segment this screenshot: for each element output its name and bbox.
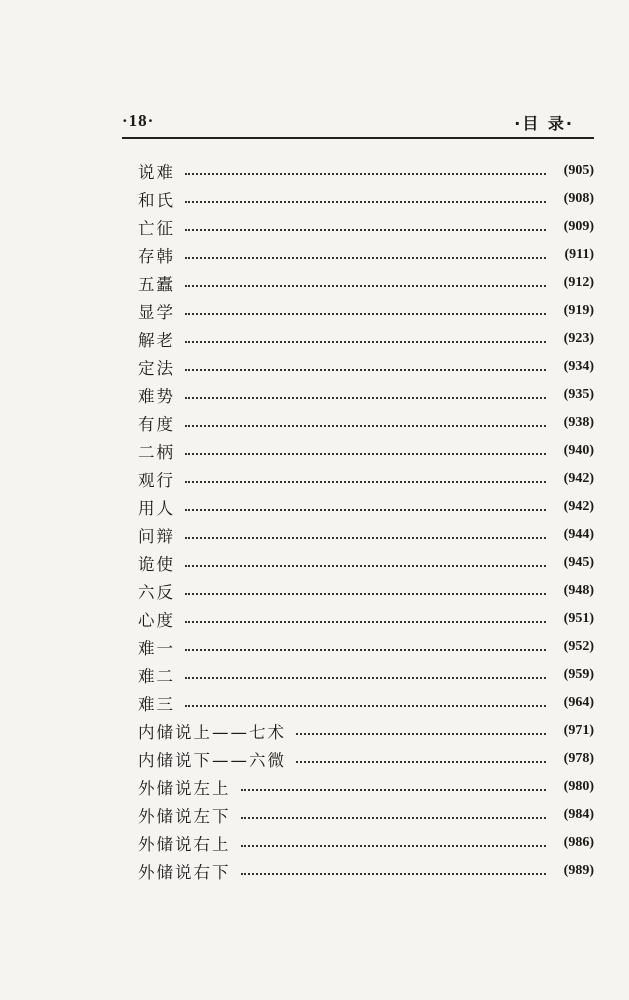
toc-entry-title: 难势	[138, 387, 175, 406]
toc-entry-page: (980)	[563, 779, 594, 794]
toc-dot-leader	[185, 481, 546, 483]
header-rule	[122, 137, 594, 139]
toc-entry	[138, 493, 594, 521]
toc-entry-title: 定法	[138, 359, 175, 378]
toc-dot-leader	[185, 509, 546, 511]
toc-dot-leader	[241, 845, 547, 847]
toc-entry-page: (978)	[563, 751, 594, 766]
toc-entry-title: 难三	[138, 695, 175, 714]
toc-entry	[138, 549, 594, 577]
toc-entry-page: (935)	[563, 387, 594, 402]
toc-entry-page: (989)	[563, 863, 594, 878]
toc-entry	[138, 857, 594, 885]
toc-entry-title: 六反	[138, 583, 175, 602]
toc-dot-leader	[241, 817, 547, 819]
toc-entry	[138, 409, 594, 437]
toc-entry	[138, 801, 594, 829]
toc-entry-title: 用人	[138, 499, 175, 518]
table-of-contents	[138, 157, 594, 885]
toc-entry-page: (944)	[563, 527, 594, 542]
toc-entry-page: (912)	[563, 275, 594, 290]
toc-entry-page: (938)	[563, 415, 594, 430]
toc-dot-leader	[185, 285, 546, 287]
toc-dot-leader	[185, 677, 546, 679]
toc-dot-leader	[296, 733, 546, 735]
toc-entry-title: 问辩	[138, 527, 175, 546]
toc-dot-leader	[185, 341, 546, 343]
toc-entry-title: 难二	[138, 667, 175, 686]
toc-entry-title: 内储说下——六微	[138, 751, 286, 770]
toc-entry	[138, 577, 594, 605]
section-title: ·目 录·	[514, 114, 574, 133]
toc-dot-leader	[185, 649, 546, 651]
toc-entry-title: 观行	[138, 471, 175, 490]
toc-entry-title: 亡征	[138, 219, 175, 238]
toc-dot-leader	[241, 789, 547, 791]
toc-entry	[138, 437, 594, 465]
toc-entry-title: 外储说右上	[138, 835, 231, 854]
toc-entry-page: (986)	[563, 835, 594, 850]
toc-dot-leader	[185, 201, 546, 203]
toc-entry-page: (905)	[563, 163, 594, 178]
toc-entry	[138, 745, 594, 773]
toc-dot-leader	[185, 369, 546, 371]
toc-dot-leader	[185, 565, 546, 567]
toc-entry	[138, 241, 594, 269]
toc-entry-page: (923)	[563, 331, 594, 346]
toc-entry-page: (908)	[563, 191, 594, 206]
toc-entry	[138, 157, 594, 185]
toc-entry-title: 解老	[138, 331, 175, 350]
toc-entry	[138, 297, 594, 325]
toc-dot-leader	[185, 313, 546, 315]
toc-entry-page: (951)	[563, 611, 594, 626]
toc-entry-title: 诡使	[138, 555, 175, 574]
toc-dot-leader	[185, 705, 546, 707]
toc-entry	[138, 465, 594, 493]
toc-entry-page: (964)	[563, 695, 594, 710]
toc-entry-page: (945)	[563, 555, 594, 570]
toc-dot-leader	[185, 229, 546, 231]
toc-entry-title: 说难	[138, 163, 175, 182]
toc-entry-page: (959)	[563, 667, 594, 682]
toc-dot-leader	[185, 453, 546, 455]
toc-entry-title: 有度	[138, 415, 175, 434]
toc-entry-page: (952)	[563, 639, 594, 654]
page-header	[122, 111, 594, 139]
toc-entry-page: (940)	[563, 443, 594, 458]
toc-entry	[138, 773, 594, 801]
toc-dot-leader	[185, 593, 546, 595]
toc-entry	[138, 605, 594, 633]
toc-entry-page: (934)	[563, 359, 594, 374]
toc-entry-title: 内储说上——七术	[138, 723, 286, 742]
toc-entry-title: 难一	[138, 639, 175, 658]
toc-entry-title: 二柄	[138, 443, 175, 462]
toc-entry-page: (919)	[563, 303, 594, 318]
toc-entry-page: (911)	[564, 247, 594, 262]
toc-entry-title: 五蠹	[138, 275, 175, 294]
toc-dot-leader	[185, 425, 546, 427]
toc-dot-leader	[241, 873, 547, 875]
toc-entry-page: (984)	[563, 807, 594, 822]
page-number: ·18·	[122, 111, 155, 130]
toc-entry	[138, 689, 594, 717]
toc-entry	[138, 269, 594, 297]
toc-dot-leader	[185, 257, 546, 259]
toc-entry-title: 外储说左上	[138, 779, 231, 798]
toc-entry	[138, 521, 594, 549]
toc-entry-title: 外储说左下	[138, 807, 231, 826]
toc-entry	[138, 325, 594, 353]
toc-entry-title: 心度	[138, 611, 175, 630]
toc-dot-leader	[185, 537, 546, 539]
toc-entry-page: (942)	[563, 471, 594, 486]
toc-entry	[138, 661, 594, 689]
toc-dot-leader	[296, 761, 546, 763]
toc-entry	[138, 633, 594, 661]
toc-dot-leader	[185, 397, 546, 399]
toc-entry	[138, 717, 594, 745]
toc-entry-title: 外储说右下	[138, 863, 231, 882]
toc-entry-page: (948)	[563, 583, 594, 598]
toc-dot-leader	[185, 621, 546, 623]
toc-entry-page: (971)	[563, 723, 594, 738]
toc-entry-title: 和氏	[138, 191, 175, 210]
toc-entry-title: 显学	[138, 303, 175, 322]
toc-entry	[138, 829, 594, 857]
toc-entry-title: 存韩	[138, 247, 175, 266]
toc-dot-leader	[185, 173, 546, 175]
toc-entry	[138, 353, 594, 381]
toc-entry-page: (942)	[563, 499, 594, 514]
toc-entry	[138, 213, 594, 241]
toc-entry	[138, 381, 594, 409]
toc-entry	[138, 185, 594, 213]
toc-entry-page: (909)	[563, 219, 594, 234]
